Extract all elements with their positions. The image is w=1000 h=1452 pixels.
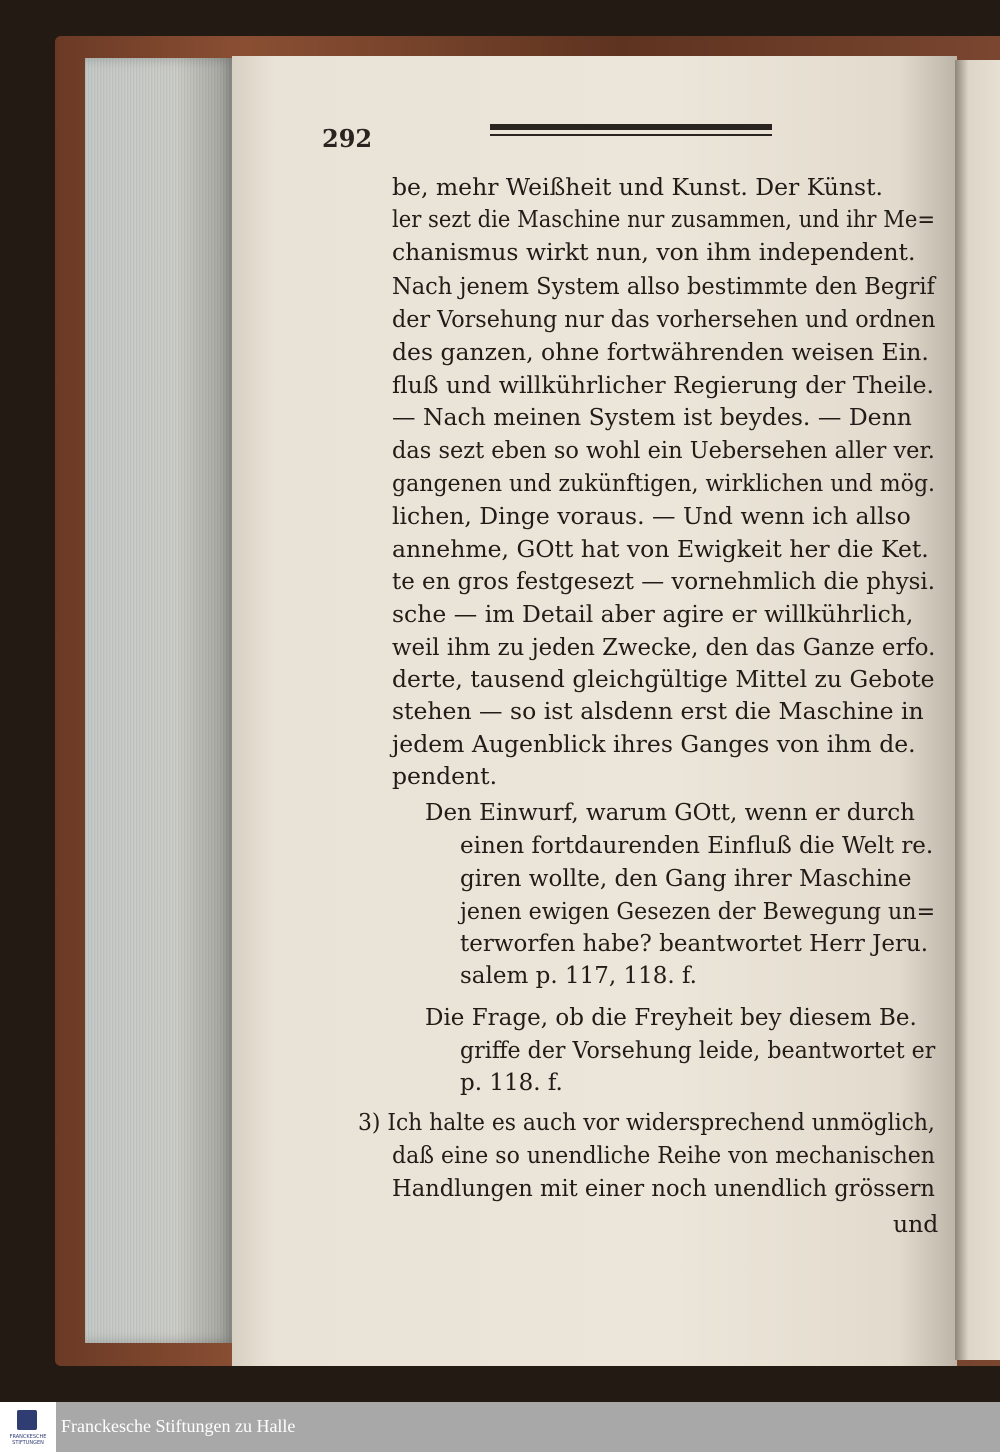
text-line: ler sezt die Maschine nur zusammen, und ihr Me= [392, 205, 936, 233]
text-line: be, mehr Weißheit und Kunst. Der Künst. [392, 173, 884, 201]
text-line: griffe der Vorsehung leide, beantwortet er [460, 1038, 936, 1064]
text-line: annehme, GOtt hat von Ewigkeit her die Ket. [392, 535, 929, 563]
logo-text: FRANCKESCHE STIFTUNGEN [9, 1434, 47, 1446]
text-line: sche — im Detail aber agire er willkührlich, [392, 600, 914, 628]
page-edges-shade [85, 58, 237, 1343]
text-line: Die Frage, ob die Freyheit bey diesem Be. [425, 1005, 917, 1031]
page-number: 292 [322, 124, 373, 153]
text-line: jenen ewigen Gesezen der Bewegung un= [460, 899, 936, 925]
text-line: einen fortdaurenden Einfluß die Welt re. [460, 833, 934, 859]
text-line: lichen, Dinge voraus. — Und wenn ich allso [392, 502, 911, 530]
text-line: chanismus wirkt nun, von ihm independent. [392, 238, 916, 266]
text-line: des ganzen, ohne fortwährenden weisen Ein. [392, 338, 929, 366]
text-line: Den Einwurf, warum GOtt, wenn er durch [425, 800, 915, 826]
text-line: salem p. 117, 118. f. [460, 963, 697, 989]
header-rule-thin [490, 134, 772, 136]
text-line: giren wollte, den Gang ihrer Maschine [460, 866, 912, 892]
text-line: weil ihm zu jeden Zwecke, den das Ganze erfo. [392, 633, 936, 661]
text-line: der Vorsehung nur das vorhersehen und ordnen [392, 305, 936, 333]
text-line: fluß und willkührlicher Regierung der Theile. [392, 371, 934, 399]
text-line: te en gros festgesezt — vornehmlich die physi. [392, 567, 936, 595]
text-line: p. 118. f. [460, 1070, 563, 1096]
text-line: Handlungen mit einer noch unendlich grössern [392, 1176, 935, 1202]
text-line: 3) Ich halte es auch vor widersprechend unmöglich, [358, 1110, 935, 1136]
text-line: jedem Augenblick ihres Ganges von ihm de. [392, 730, 916, 758]
institution-name: Franckesche Stiftungen zu Halle [61, 1416, 296, 1436]
text-line: — Nach meinen System ist beydes. — Denn [392, 403, 912, 431]
text-line: daß eine so unendliche Reihe von mechanischen [392, 1143, 935, 1169]
text-line: derte, tausend gleichgültige Mittel zu Gebote [392, 665, 935, 693]
catchword: und [893, 1210, 939, 1238]
text-line: pendent. [392, 762, 498, 790]
text-line: stehen — so ist alsdenn erst die Maschine in [392, 697, 924, 725]
foundation-emblem-icon [17, 1410, 37, 1430]
text-line: das sezt eben so wohl ein Uebersehen aller ver. [392, 436, 935, 464]
footer-bar [0, 1402, 1000, 1452]
text-line: terworfen habe? beantwortet Herr Jeru. [460, 931, 929, 957]
header-rule [490, 124, 772, 130]
text-line: gangenen und zukünftigen, wirklichen und mög. [392, 469, 936, 497]
facing-page-edge [955, 60, 1000, 1360]
institution-logo [0, 1402, 56, 1452]
text-line: Nach jenem System allso bestimmte den Begrif [392, 272, 935, 300]
